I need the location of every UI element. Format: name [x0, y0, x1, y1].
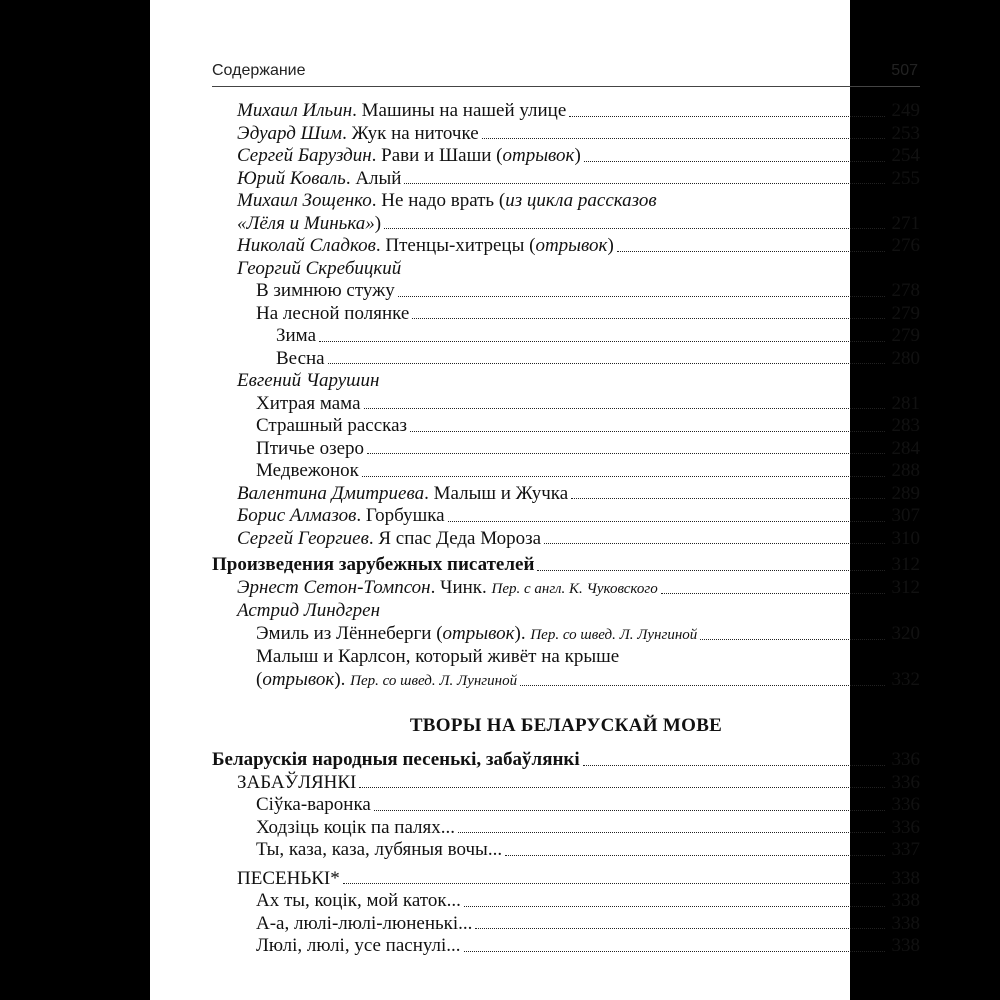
toc-entry[interactable] [212, 348, 920, 371]
toc-entry[interactable] [212, 935, 920, 958]
section-heading-belarus[interactable] [212, 749, 920, 772]
entry-title: . Не надо врать ( [371, 190, 506, 211]
toc-entry[interactable] [212, 623, 920, 647]
entry-page: 310 [891, 527, 920, 549]
entry-page: 255 [891, 167, 920, 189]
entry-page: 281 [891, 392, 920, 414]
toc-entry[interactable] [212, 145, 920, 168]
author-group-heading [212, 600, 920, 623]
entry-tail: ). [334, 668, 351, 690]
dot-leader [571, 498, 885, 499]
entry-title: В зимнюю стужу [256, 280, 395, 301]
entry-page: 271 [891, 212, 920, 234]
dot-leader [700, 639, 885, 640]
toc-entry[interactable] [212, 123, 920, 146]
entry-lead: ( [256, 668, 263, 690]
dot-leader [458, 832, 885, 833]
entry-tail: ) [607, 235, 614, 256]
dot-leader [367, 453, 885, 454]
toc-entry[interactable] [212, 415, 920, 438]
entry-page: 338 [891, 912, 920, 934]
entry-page: 332 [891, 668, 920, 690]
toc-entry[interactable] [212, 505, 920, 528]
entry-title: . Рави и Шаши ( [371, 145, 503, 166]
entry-page: 284 [891, 437, 920, 459]
toc-entry[interactable] [212, 168, 920, 191]
section-title: Беларускія народныя песенькі, забаўлянкі [212, 749, 580, 770]
entry-page: 338 [891, 890, 920, 911]
dot-leader [464, 906, 885, 907]
entry-page: 253 [891, 122, 920, 144]
entry-title: . Горбушка [356, 505, 445, 526]
group-title: ПЕСЕНЬКІ* [237, 867, 340, 889]
table-of-contents [212, 100, 920, 958]
dot-leader [410, 431, 885, 432]
dot-leader [359, 787, 885, 788]
dot-leader [475, 928, 885, 929]
group-page: 336 [891, 771, 920, 793]
entry-author: Сергей Баруздин [237, 145, 372, 166]
entry-title: Зима [276, 325, 317, 346]
entry-page: 279 [891, 302, 920, 324]
entry-author: Валентина Дмитриева [237, 482, 425, 504]
toc-entry-line2[interactable] [212, 213, 920, 236]
toc-entry[interactable] [212, 528, 920, 551]
entry-title: Малыш и Карлсон, который живёт на крыше [256, 646, 620, 667]
part-heading: ТВОРЫ НА БЕЛАРУСКАЙ МОВЕ [409, 715, 723, 736]
entry-page: 276 [891, 235, 920, 256]
entry-page: 278 [891, 280, 920, 301]
entry-title: Птичье озеро [256, 437, 365, 459]
dot-leader [537, 570, 885, 571]
toc-entry[interactable] [212, 890, 920, 913]
entry-author: Михаил Ильин [237, 100, 353, 121]
dot-leader [404, 183, 885, 184]
group-title: ЗАБАЎЛЯНКІ [237, 771, 357, 793]
header-title: Содержание [212, 62, 306, 79]
author-group-heading [212, 370, 920, 393]
book-page [150, 0, 920, 1000]
group-page: 338 [891, 867, 920, 889]
section-page: 336 [891, 749, 920, 770]
toc-entry[interactable] [212, 303, 920, 326]
dot-leader [661, 593, 885, 594]
dot-leader [583, 765, 885, 766]
entry-title: Сіўка-варонка [256, 794, 371, 815]
dot-leader [544, 543, 885, 544]
section-heading-foreign[interactable] [212, 554, 920, 577]
entry-title: Весна [276, 347, 325, 369]
dot-leader [374, 810, 885, 811]
dot-leader [398, 296, 885, 297]
toc-entry-line1[interactable] [212, 190, 920, 213]
entry-title: . Птенцы-хитрецы ( [375, 235, 536, 256]
entry-note: из цикла рассказов [505, 190, 657, 211]
entry-title: Ходзіць коцік па палях... [256, 816, 456, 838]
dot-leader [364, 408, 886, 409]
toc-group[interactable] [212, 868, 920, 891]
entry-title: . Чинк. [430, 576, 492, 598]
toc-entry[interactable] [212, 577, 920, 601]
header-page-number: 507 [891, 62, 918, 79]
entry-title: . Жук на ниточке [342, 122, 479, 144]
entry-page: 283 [891, 415, 920, 436]
dot-leader [505, 855, 885, 856]
entry-author: Николай Сладков [237, 235, 376, 256]
entry-page: 288 [891, 460, 920, 481]
entry-tail: ). [514, 622, 531, 644]
dot-leader [569, 116, 885, 117]
dot-leader [482, 138, 885, 139]
entry-note: отрывок [535, 235, 608, 256]
entry-page: 336 [891, 816, 920, 838]
entry-tail: ) [374, 212, 382, 234]
dot-leader [384, 228, 885, 229]
entry-note: отрывок [442, 622, 515, 644]
section-page: 312 [891, 554, 920, 575]
entry-title: Ах ты, коцік, мой каток... [256, 890, 461, 911]
entry-title: А-а, люлі-люлі-люненькі... [256, 912, 473, 934]
group-author: Евгений Чарушин [237, 370, 380, 391]
dot-leader [464, 951, 885, 952]
toc-entry[interactable] [212, 235, 920, 258]
entry-page: 289 [891, 482, 920, 504]
entry-page: 312 [891, 576, 920, 598]
dot-leader [343, 883, 885, 884]
entry-title: . Малыш и Жучка [424, 482, 569, 504]
dot-leader [448, 521, 885, 522]
dot-leader [362, 476, 885, 477]
dot-leader [319, 341, 885, 342]
toc-entry[interactable] [212, 393, 920, 416]
entry-title: . Машины на нашей улице [352, 100, 567, 121]
toc-entry[interactable] [212, 794, 920, 817]
toc-entry-line1[interactable] [212, 646, 920, 669]
entry-title: Медвежонок [256, 460, 359, 481]
toc-entry[interactable] [212, 913, 920, 936]
entry-title: Хитрая мама [256, 392, 361, 414]
entry-translation: Пер. с англ. К. Чуковского [491, 580, 658, 597]
entry-note: отрывок [502, 145, 575, 166]
entry-title: Эмиль из Лённеберги ( [256, 622, 443, 644]
entry-page: 249 [891, 100, 920, 121]
group-author: Георгий Скребицкий [237, 257, 402, 279]
entry-translation: Пер. со швед. Л. Лунгиной [350, 672, 518, 689]
entry-note: «Лёля и Минька» [237, 212, 375, 234]
entry-page: 279 [891, 325, 920, 346]
entry-author: Михаил Зощенко [237, 190, 372, 211]
author-group-heading [212, 258, 920, 281]
entry-note: отрывок [262, 668, 335, 690]
entry-title: . Я спас Деда Мороза [368, 527, 542, 549]
entry-page: 337 [891, 839, 920, 860]
dot-leader [584, 161, 885, 162]
toc-entry[interactable] [212, 325, 920, 348]
toc-entry[interactable] [212, 438, 920, 461]
dot-leader [520, 685, 885, 686]
entry-page: 254 [891, 145, 920, 166]
entry-page: 338 [891, 935, 920, 956]
entry-page: 280 [891, 347, 920, 369]
running-header [212, 60, 920, 87]
dot-leader [617, 251, 885, 252]
entry-title: На лесной полянке [256, 302, 410, 324]
entry-title: . Алый [345, 167, 402, 189]
toc-entry[interactable] [212, 100, 920, 123]
toc-group[interactable] [212, 772, 920, 795]
toc-entry[interactable] [212, 483, 920, 506]
entry-author: Эрнест Сетон-Томпсон [237, 576, 431, 598]
toc-entry-line2[interactable] [212, 669, 920, 693]
group-author: Астрид Линдгрен [237, 600, 381, 621]
toc-entry[interactable] [212, 817, 920, 840]
entry-translation: Пер. со швед. Л. Лунгиной [530, 626, 698, 643]
entry-author: Эдуард Шим [237, 122, 343, 144]
entry-title: Страшный рассказ [256, 415, 408, 436]
entry-page: 307 [891, 505, 920, 526]
entry-page: 336 [891, 794, 920, 815]
entry-page: 320 [891, 622, 920, 644]
dot-leader [412, 318, 885, 319]
entry-tail: ) [574, 145, 581, 166]
toc-entry[interactable] [212, 460, 920, 483]
entry-title: Ты, каза, каза, лубяныя вочы... [256, 839, 503, 860]
toc-entry[interactable] [212, 839, 920, 862]
entry-author: Борис Алмазов [237, 505, 357, 526]
section-title: Произведения зарубежных писателей [212, 554, 535, 575]
entry-author: Сергей Георгиев [237, 527, 369, 549]
entry-title: Люлі, люлі, усе паснулі... [256, 935, 461, 956]
entry-author: Юрий Коваль [237, 167, 346, 189]
toc-entry[interactable] [212, 280, 920, 303]
dot-leader [328, 363, 885, 364]
